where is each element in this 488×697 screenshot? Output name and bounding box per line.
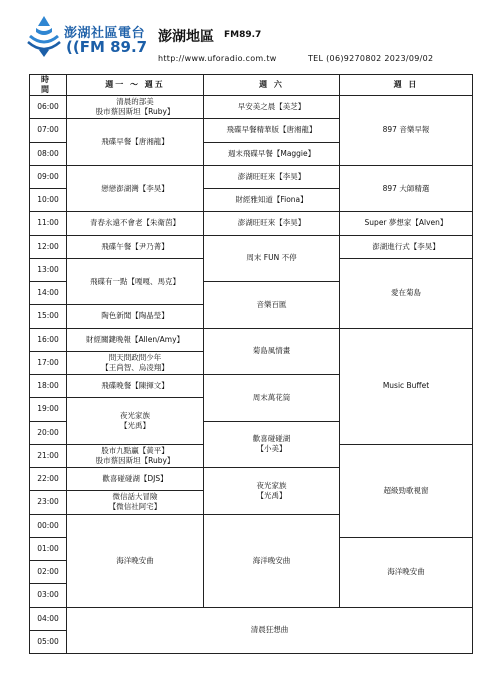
time-cell: 13:00 [30,258,67,281]
program-cell: 戀戀澎湖灣【李昊】 [67,165,204,212]
logo-frequency: ((FM 89.7 [66,38,148,56]
program-cell: 股市九點贏【黃平】 股市蔡因斯坦【Ruby】 [67,444,204,467]
schedule-table [29,74,473,654]
time-cell: 14:00 [30,282,67,305]
table-header-row [30,75,473,96]
program-cell: 海洋晚安曲 [340,537,473,607]
program-cell: 夜光家族 【光禹】 [204,468,340,515]
program-cell: 飛碟晚餐【陳揮文】 [67,375,204,398]
program-cell: 清晨的部美 股市蔡因斯坦【Ruby】 [67,96,204,119]
program-cell: 歡喜碰碰湖 【小美】 [204,421,340,468]
contact-info: TEL (06)9270802 2023/09/02 [308,54,434,63]
time-cell: 23:00 [30,491,67,514]
page-header [0,0,488,74]
time-cell: 19:00 [30,398,67,421]
time-cell: 22:00 [30,468,67,491]
time-cell: 02:00 [30,561,67,584]
program-cell: 飛碟午餐【尹乃菁】 [67,235,204,258]
time-cell: 09:00 [30,165,67,188]
website-url: http://www.uforadio.com.tw [158,54,277,63]
program-cell: Music Buffet [340,328,473,444]
program-cell: 周末萬花筒 [204,375,340,422]
program-cell: 超級勁歌視窗 [340,444,473,537]
program-cell: 財經雅知道【Fiona】 [204,189,340,212]
program-cell: 問天問政問少年 【王尚智、烏凌翔】 [67,351,204,374]
program-cell: 澎湖旺旺來【李昊】 [204,165,340,188]
program-cell: 897 音樂早報 [340,96,473,166]
time-cell: 11:00 [30,212,67,235]
program-cell: 澎湖進行式【李昊】 [340,235,473,258]
program-cell: 飛碟有一點【嘎嘎、馬克】 [67,258,204,305]
program-cell: 夜光家族 【光禹】 [67,398,204,445]
time-cell: 10:00 [30,189,67,212]
time-cell: 04:00 [30,607,67,630]
program-cell: 早安美之晨【美芝】 [204,96,340,119]
time-cell: 18:00 [30,375,67,398]
table-row [30,212,473,235]
program-cell: 微信話大冒險 【微信社阿宅】 [67,491,204,514]
program-cell: 海洋晚安曲 [204,514,340,607]
program-cell: 歡喜碰碰湖【DJS】 [67,468,204,491]
column-header-time: 時 間 [30,75,67,96]
program-cell: 陶色新聞【陶晶瑩】 [67,305,204,328]
time-cell: 03:00 [30,584,67,607]
logo-name: 澎湖社區電台 [64,26,146,41]
time-cell: 16:00 [30,328,67,351]
time-cell: 20:00 [30,421,67,444]
program-cell: 海洋晚安曲 [67,514,204,607]
program-cell: 財經關鍵晚報【Allen/Amy】 [67,328,204,351]
radio-logo-icon [26,14,62,58]
time-cell: 21:00 [30,444,67,467]
program-cell: 飛碟早餐【唐湘龍】 [67,119,204,166]
time-cell: 17:00 [30,351,67,374]
table-row [30,328,473,351]
program-cell: 飛碟早餐精華版【唐湘龍】 [204,119,340,142]
program-cell: 青春永遠不會老【朱衛茵】 [67,212,204,235]
wave-left-icon: (( [66,38,80,56]
time-cell: 00:00 [30,514,67,537]
column-header-saturday: 週 六 [204,75,340,96]
station-frequency: FM89.7 [224,30,262,40]
table-row [30,165,473,188]
program-cell: 音樂百匯 [204,282,340,329]
program-cell: Super 夢想家【Alven】 [340,212,473,235]
time-cell: 08:00 [30,142,67,165]
program-cell: 清晨狂想曲 [67,607,473,654]
time-cell: 15:00 [30,305,67,328]
program-cell: 897 大師精選 [340,165,473,212]
time-cell: 06:00 [30,96,67,119]
page-title: 澎湖地區 [158,29,214,45]
column-header-sunday: 週 日 [340,75,473,96]
time-cell: 01:00 [30,537,67,560]
program-cell: 週末飛碟早餐【Maggie】 [204,142,340,165]
program-cell: 澎湖旺旺來【李昊】 [204,212,340,235]
program-cell: 菊島風情畫 [204,328,340,375]
program-cell: 愛在菊島 [340,258,473,328]
time-cell: 07:00 [30,119,67,142]
time-cell: 12:00 [30,235,67,258]
table-row [30,235,473,258]
table-row [30,607,473,630]
time-cell: 05:00 [30,630,67,653]
table-row [30,96,473,119]
program-cell: 周末 FUN 不停 [204,235,340,282]
column-header-weekday: 週一 ～ 週五 [67,75,204,96]
